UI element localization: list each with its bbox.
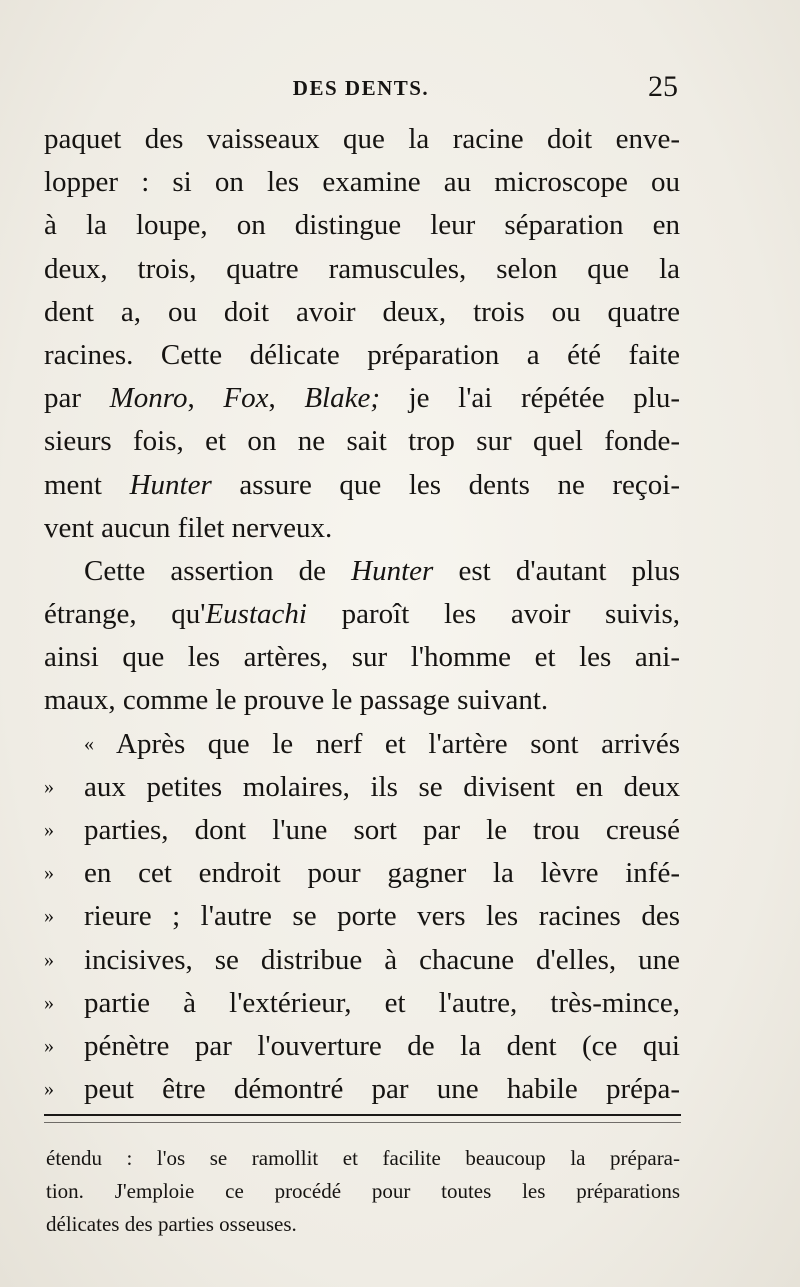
text-line: pénètre par l'ouverture de la dent (ce qui bbox=[84, 1029, 680, 1062]
body-text bbox=[44, 118, 680, 1111]
text-line: à la loupe, on distingue leur séparation en bbox=[44, 209, 680, 242]
footnote-rule bbox=[44, 1114, 681, 1116]
text-line: aux petites molaires, ils se divisent en deux bbox=[84, 770, 680, 803]
footnote-line: tion. J'emploie ce procédé pour toutes les préparations bbox=[46, 1179, 680, 1203]
quote-mark: » bbox=[44, 862, 54, 885]
author-name: Hunter bbox=[129, 468, 212, 501]
page-number: 25 bbox=[648, 70, 678, 103]
text-line: lopper : si on les examine au microscope ou bbox=[44, 166, 680, 199]
quote-mark: » bbox=[44, 948, 54, 971]
quote-line bbox=[44, 766, 680, 809]
footnote-rule-thin bbox=[44, 1122, 681, 1123]
text-line: étrange, qu'Eustachi paroît les avoir suivis, bbox=[44, 598, 680, 631]
quote-mark: » bbox=[44, 1034, 54, 1057]
text-line: Après que le nerf et l'artère sont arrivés bbox=[116, 727, 680, 760]
text-line: dent a, ou doit avoir deux, trois ou quatre bbox=[44, 295, 680, 328]
quote-line bbox=[44, 895, 680, 938]
quote-line bbox=[44, 723, 680, 766]
quote-line bbox=[44, 939, 680, 982]
text-line: rieure ; l'autre se porte vers les racines des bbox=[84, 900, 680, 933]
quote-mark: « bbox=[84, 732, 94, 755]
text-line: ment Hunter assure que les dents ne reçoi- bbox=[44, 468, 681, 501]
footnote-line: étendu : l'os se ramollit et facilite beaucoup la prépara- bbox=[46, 1146, 680, 1170]
quote-line bbox=[44, 809, 680, 852]
quote-mark: » bbox=[44, 905, 54, 928]
text-line: ainsi que les artères, sur l'homme et les ani- bbox=[44, 641, 680, 674]
quote-mark: » bbox=[44, 819, 54, 841]
quote-mark: » bbox=[44, 1078, 54, 1101]
text-line: peut être démontré par une habile prépa- bbox=[84, 1073, 680, 1106]
author-name: Blake; bbox=[304, 382, 380, 415]
page-header bbox=[44, 68, 678, 108]
quote-line bbox=[44, 1068, 680, 1111]
text-line: par Monro, Fox, Blake; je l'ai répétée plu- bbox=[44, 382, 680, 415]
author-name: Eustachi bbox=[205, 598, 307, 631]
text-line: vent aucun filet nerveux. bbox=[44, 511, 333, 544]
text-line: en cet endroit pour gagner la lèvre infé- bbox=[84, 857, 680, 890]
quote-line bbox=[44, 1025, 680, 1068]
author-name: Fox bbox=[223, 382, 269, 415]
text-line: paquet des vaisseaux que la racine doit enve- bbox=[44, 123, 680, 155]
footnote bbox=[46, 1142, 680, 1241]
text-line: incisives, se distribue à chacune d'elles, une bbox=[84, 943, 680, 976]
quote-mark: » bbox=[44, 991, 54, 1014]
text-line: parties, dont l'une sort par le trou creusé bbox=[84, 814, 680, 846]
quote-line bbox=[44, 982, 680, 1025]
text-line: maux, comme le prouve le passage suivant. bbox=[44, 684, 549, 717]
text-line: deux, trois, quatre ramuscules, selon que la bbox=[44, 252, 680, 285]
quote-mark: » bbox=[44, 775, 54, 798]
author-name: Hunter bbox=[351, 554, 434, 587]
text-line: racines. Cette délicate préparation a été faite bbox=[44, 338, 680, 371]
text-line: partie à l'extérieur, et l'autre, très-mince, bbox=[84, 986, 680, 1019]
quote-line bbox=[44, 852, 680, 895]
text-line: sieurs fois, et on ne sait trop sur quel fonde- bbox=[44, 425, 680, 458]
running-head: DES DENTS. bbox=[292, 76, 430, 100]
author-name: Monro bbox=[109, 382, 188, 415]
footnote-line: délicates des parties osseuses. bbox=[46, 1212, 297, 1236]
text-line: Cette assertion de Hunter est d'autant plus bbox=[84, 554, 680, 587]
